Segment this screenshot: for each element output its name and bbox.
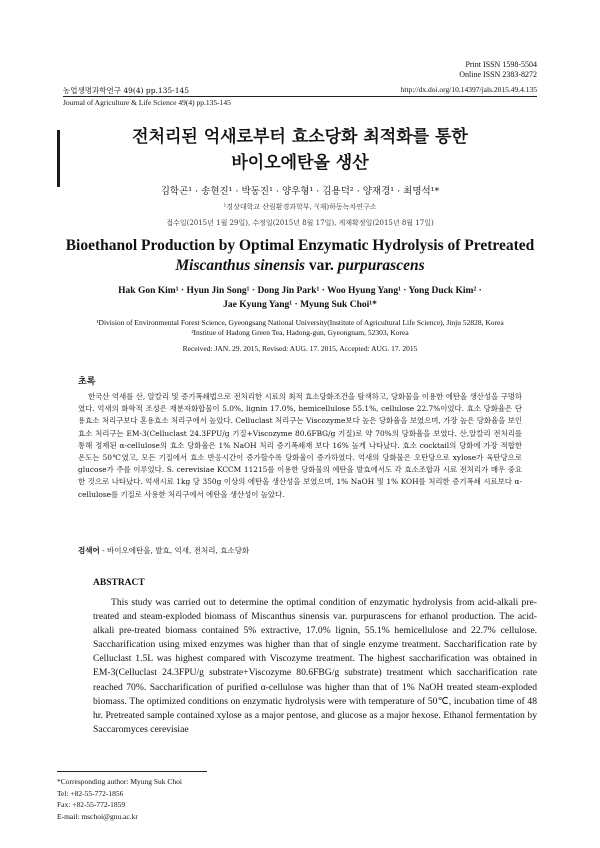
abstract-korean-body: 한국산 억새를 산, 알칼리 및 증기폭쇄법으로 전처리한 시료의 최적 효소당화조건을 탐색하고, 당화물을 이용한 에탄올 생산성을 구명하였다. 억새의 화학적 조성은 재분자화합물이 5.0%, lignin 17.0%, hemicellulose 55.1%, cellulose 22.7%이었다. 효소 당화율은 단용효소 처리구보다 혼용효소 처리구에서 높았다. Celluclast 처리구는 Viscozyme보다 높은 당화율을 보였으며, 가장 높은 당화율을 보인 효소 처리구는 EM-3(Celluclast 24.3FPU/g 기질+Viscozyme 80.6FBG/g 기질)로 약 70%의 당화율을 보였다. 산,알칼리 전처리를 통해 정제된 α-cellulose의 효소 당화율은 1% NaOH 처리 증기폭쇄재 보다 16% 높게 나타났다. 효소 cocktail의 당화에 가장 적합한 온도는 50℃였고, 모든 기질에서 효소 반응시간이 증가할수록 당화율이 증가하였다. 억새의 당화물은 오탄당으로 xylose가 육탄당으로 glucose가 주를 이루었다. S. cerevisiae KCCM 11215를 이용한 당화물의 에탄올 발효에서도 각 효소조합과 시료 전처리가 매우 중요한 것으로 나타났다. 억새시료 1kg 당 350g 이상의 에탄올 생산성을 보였으며, 1% NaOH 및 1% KOH를 처리한 증기폭쇄 시료보다 α-cellulose를 기질로 사용한 처리구에서 에탄올 생산성이 높았다. xyxy=(78,392,522,499)
species-name: Miscanthus sinensis xyxy=(175,257,306,274)
affiliation-english-line2: ²Institue of Hadong Green Tea, Hadong-gun, Gyeongnam, 52303, Korea xyxy=(191,328,409,337)
fax: Fax: +82-55-772-1859 xyxy=(57,800,126,809)
issn-block xyxy=(459,60,537,80)
title-english-line1: Bioethanol Production by Optimal Enzymatic Hydrolysis of Pretreated xyxy=(65,237,535,254)
title-korean xyxy=(63,124,537,176)
var-text: var. xyxy=(305,257,338,274)
footnote xyxy=(57,776,182,822)
journal-name-korean: 농업생명과학연구 49(4) pp.135-145 xyxy=(63,86,190,95)
dates-english: Received: JAN. 29. 2015, Revised: AUG. 17. 2015, Accepted: AUG. 17. 2015 xyxy=(182,344,418,353)
footnote-rule xyxy=(57,771,207,772)
variety-name: purpurascens xyxy=(337,257,425,274)
email-link[interactable]: E-mail: mschoi@gnu.ac.kr xyxy=(57,811,138,821)
affiliation-english-line1: ¹Division of Environmental Forest Science, Gyeongsang National University(Institute of Agricultural Life Science), Jinju 52828, Korea xyxy=(96,318,504,327)
dates-korean: 접수일(2015년 1월 29일), 수정일(2015년 8월 17일), 게재확정일(2015년 8월 17일) xyxy=(166,219,434,227)
title-english xyxy=(63,236,537,276)
title-english-line2 xyxy=(63,256,537,276)
authors-english-line1: Hak Gon Kim¹ · Hyun Jin Song¹ · Dong Jin Park¹ · Woo Hyung Yang¹ · Yong Duck Kim² · xyxy=(118,286,482,296)
abstract-english-heading: ABSTRACT xyxy=(93,578,145,588)
authors-english-line2: Jae Kyung Yang¹ · Myung Suk Choi¹* xyxy=(223,300,377,310)
title-side-bar xyxy=(57,130,60,187)
doi-link[interactable]: http://dx.doi.org/10.14397/jals.2015.49.4.135 xyxy=(400,85,537,94)
title-korean-line2: 바이오에탄올 생산 xyxy=(231,153,369,173)
affiliation-english xyxy=(63,318,537,338)
print-issn: Print ISSN 1598-5504 xyxy=(465,60,537,69)
keywords-label: 검색어 xyxy=(78,546,100,555)
authors-korean: 김학곤¹ · 송현진¹ · 박동진¹ · 양우형¹ · 김용덕² · 양재경¹ · 최명석¹* xyxy=(160,186,440,197)
header-rule xyxy=(63,96,537,97)
authors-english xyxy=(63,284,537,312)
corresponding-author: *Corresponding author: Myung Suk Choi xyxy=(57,777,182,786)
keywords-text: - 바이오에탄올, 발효, 억새, 전처리, 효소당화 xyxy=(99,546,250,555)
affiliation-korean: ¹경상대학교 산림환경과학부, ²(재)하동녹차연구소 xyxy=(223,203,377,211)
abstract-english-body: This study was carried out to determine the optimal condition of enzymatic hydrolysis from acid-alkali pre-treated and steam-exploded biomass of Miscanthus sinensis var. purpurascens for ethanol production. The acid-alkali pre-treated biomass contained 5% extractive, 17.0% lignin, 55.1% hemicellulose and 22.7% cellulose. Saccharification using mixed enzymes was higher than that of single enzyme treatment. Saccharification rate by Celluclast 1.5L was highest compared with Viscozyme treatment. The highest saccharification was obtained in EM-3(Celluclast 24.3FPU/g substrate+Viscozyme 80.6FBG/g substrate) treatment which saccharification rate reached 70%. Saccharification of purified α-cellulose was higher than that of 1% NaOH treated steam-exploded biomass. The optimized conditions on enzymatic hydrolysis were with temperature of 50℃, incubation time of 48 hr. Pretreated sample contained xylose as a major pentose, and glucose as a major hexose. Ethanol fermentation by Saccaromyces cerevisiae xyxy=(93,597,537,735)
journal-name-english: Journal of Agriculture & Life Science 49(4) pp.135-145 xyxy=(63,98,231,107)
title-korean-line1: 전처리된 억새로부터 효소당화 최적화를 통한 xyxy=(132,127,468,147)
keywords-korean xyxy=(78,545,522,556)
tel: Tel: +82-55-772-1856 xyxy=(57,788,124,798)
abstract-korean-heading: 초록 xyxy=(78,377,96,387)
online-issn: Online ISSN 2383-8272 xyxy=(459,70,537,79)
